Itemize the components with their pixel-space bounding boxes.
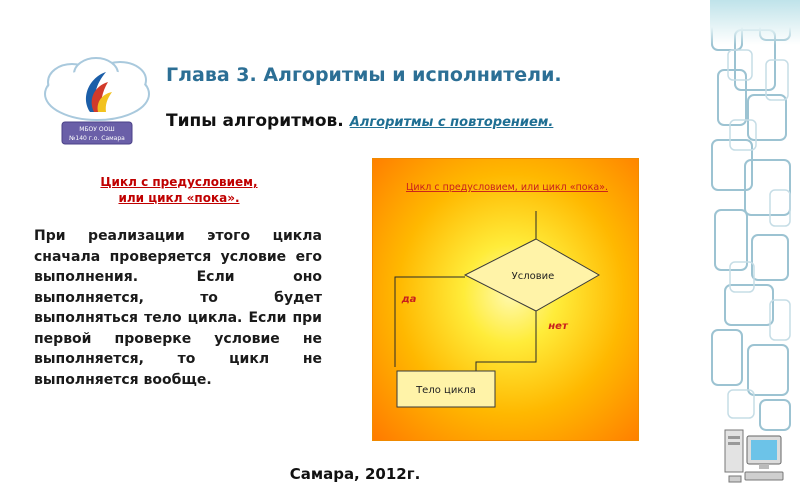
footer-year: 2012г. — [365, 465, 421, 483]
condition-label: Условие — [511, 271, 555, 282]
cycle-heading-line1: Цикл с предусловием, — [100, 175, 258, 189]
cycle-description: При реализации этого цикла сначала проверяется условие его выполнения. Если оно выполняется, то будет выполняться тело цикла. Если при первой проверке условие не выполняется, то цикл не выполняется вообще. — [34, 228, 322, 388]
yes-label: да — [401, 294, 417, 305]
logo-text-line2: №140 г.о. Самара — [69, 135, 125, 142]
computer-icon — [723, 426, 787, 486]
loop-body-label: Тело цикла — [416, 385, 476, 396]
flowchart-box — [372, 158, 639, 441]
cycle-heading — [84, 174, 274, 206]
subtitle-main: Типы алгоритмов. — [166, 111, 344, 131]
page-title: Глава 3. Алгоритмы и исполнители. — [166, 64, 562, 86]
footer-city: Самара, — [289, 465, 360, 483]
footer — [0, 465, 710, 483]
school-logo — [32, 52, 162, 152]
flow-yes-line — [395, 277, 465, 367]
subtitle — [166, 111, 553, 131]
cycle-heading-line2: или цикл «пока». — [118, 191, 240, 205]
logo-text-line1: МБОУ ООШ — [79, 126, 115, 133]
subtitle-sub: Алгоритмы с повторением. — [349, 115, 554, 130]
no-label: нет — [548, 321, 568, 332]
flowchart-title: Цикл с предусловием, или цикл «пока». — [406, 182, 608, 193]
